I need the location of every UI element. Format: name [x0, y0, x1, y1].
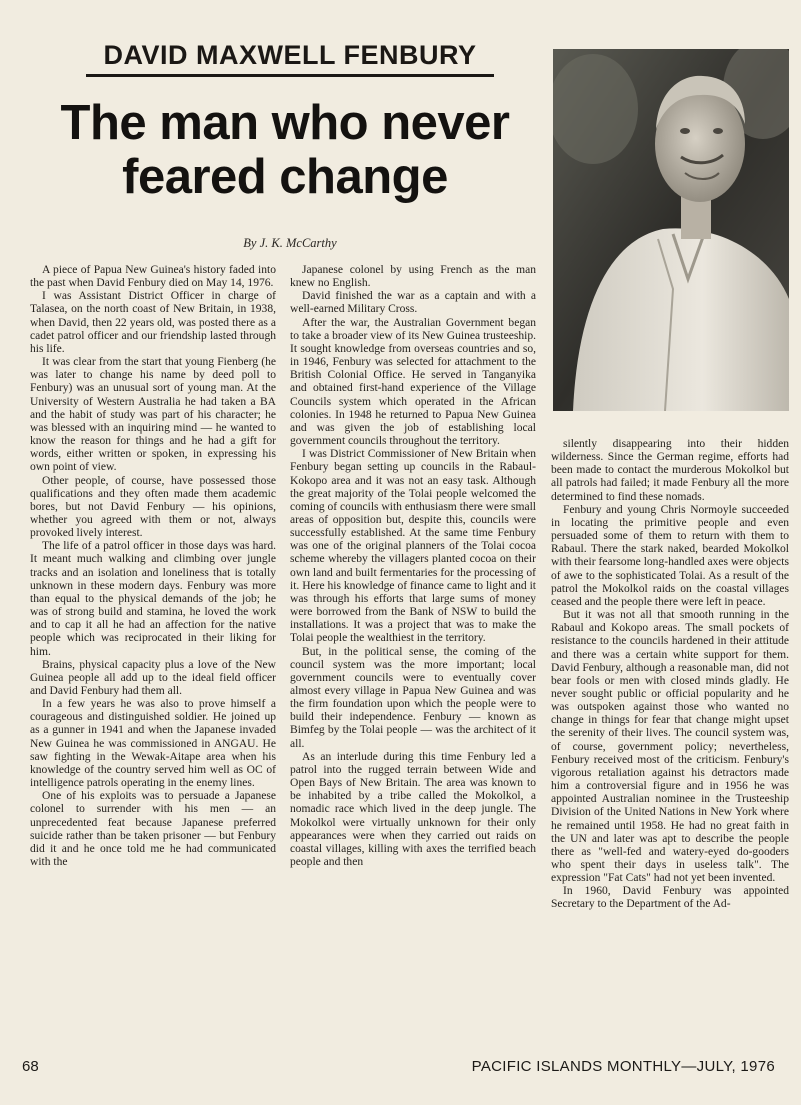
article-column-3 — [551, 438, 789, 912]
portrait-image — [553, 49, 789, 411]
article-paragraph: David finished the war as a captain and with a well-earned Military Cross. — [290, 290, 536, 316]
article-paragraph: In 1960, David Fenbury was appointed Secretary to the Department of the Ad- — [551, 885, 789, 911]
page-number: 68 — [22, 1058, 39, 1075]
kicker-underline — [86, 74, 494, 77]
article-paragraph: A piece of Papua New Guinea's history faded into the past when David Fenbury died on May 14, 1976. — [30, 264, 276, 290]
byline: By J. K. McCarthy — [243, 236, 337, 250]
article-paragraph: After the war, the Australian Government began to take a broader view of its New Guinea trusteeship. It sought knowledge from overseas countries and so, in 1946, Fenbury was selected for attachment to the British Colonial Office. He served in Tanganyika and obtained first-hand experience of the Village Councils system which operated in the African colonies. In 1948 he returned to Papua New Guinea and was given the job of establishing local government councils throughout the territory. — [290, 316, 536, 448]
article-paragraph: As an interlude during this time Fenbury led a patrol into the rugged terrain between Wide and Open Bays of New Britain. The area was known to be inhabited by a tribe called the Mokolkol, a nomadic race which lived in the deep jungle. The Mokolkol were virtually unknown for their only appearances were when they carried out raids on coastal villages, killing with axes the terrified beach people and then — [290, 750, 536, 869]
article-column-2 — [290, 264, 536, 869]
article-paragraph: Brains, physical capacity plus a love of the New Guinea people all add up to the ideal field officer and David Fenbury had them all. — [30, 658, 276, 697]
article-paragraph: The life of a patrol officer in those days was hard. It meant much walking and climbing over jungle tracks and an isolation and loneliness that is totally unknown in these modern days. Fenbury was more than equal to the physical demands of the job; he was of strong build and stamina, he loved the work and to cap it all he had an affection for the native people which was reciprocated in their liking for him. — [30, 540, 276, 658]
article-paragraph: Other people, of course, have possessed those qualifications and they often made them academic bores, but not David Fenbury — his opinions, whether you agreed with them or not, always provoked lively interest. — [30, 474, 276, 540]
section-kicker: DAVID MAXWELL FENBURY — [103, 40, 477, 70]
article-paragraph: In a few years he was also to prove himself a courageous and distinguished soldier. He joined up as a gunner in 1941 and when the Japanese invaded New Guinea he was commissioned in ANGAU. He saw fighting in the Wewak-Aitape area when his knowledge of the country served him well as OC of intelligence patrols operating in the enemy lines. — [30, 698, 276, 790]
article-headline — [40, 96, 530, 204]
headline-line-2: feared change — [122, 150, 448, 204]
article-paragraph: I was Assistant District Officer in charge of Talasea, on the north coast of New Britain, in 1938, when David, then 22 years old, was posted there as a cadet patrol officer and our friendship lasted through his life. — [30, 290, 276, 355]
article-paragraph: One of his exploits was to persuade a Japanese colonel to surrender with his men — an unprecedented feat because Japanese preferred suicide rather than be taken prisoner — but Fenbury did it and he once told me he had communicated with the — [30, 790, 276, 869]
article-paragraph: silently disappearing into their hidden wilderness. Since the German regime, efforts had been made to contact the murderous Mokolkol but all patrols had failed; it made Fenbury all the more determined to find these nomads. — [551, 438, 789, 503]
headline-line-1: The man who never — [60, 96, 510, 150]
article-paragraph: But, in the political sense, the coming of the council system was the more important; local government councils were to eventually cover almost every village in Papua New Guinea and was the firm foundation upon which the people were to build their independence. Fenbury — known as Bimfeg by the Tolai people — was the architect of it all. — [290, 645, 536, 750]
article-paragraph: Japanese colonel by using French as the man knew no English. — [290, 264, 536, 290]
article-paragraph: But it was not all that smooth running in the Rabaul and Kokopo areas. The small pockets of resistance to the councils hardened in their attitude and there was a certain white support for them. David Fenbury, although a reasonable man, did not bear fools or men with closed minds gladly. He never sought public or official popularity and he was outspoken against those who wanted no change in things for fear that change might upset the serenity of their lives. The council system was, of course, government policy; nevertheless, Fenbury received most of the criticism. Fenbury's vigorous retaliation against his detractors made him a controversial figure and in 1956 he was appointed Australian nominee in the Trusteeship Division of the United Nations in New York where he remained until 1958. He had no great faith in the UN and later was apt to describe the people there as "well-fed and watery-eyed do-gooders who spent their days in useless talk". The expression "Fat Cats" had not yet been invented. — [551, 609, 789, 885]
portrait-photo — [553, 49, 789, 411]
publication-footer: PACIFIC ISLANDS MONTHLY—JULY, 1976 — [471, 1058, 775, 1075]
article-paragraph: I was District Commissioner of New Britain when Fenbury began setting up councils in the Rabaul-Kokopo area and it was not an easy task. Although the great majority of the Tolai people welcomed the coming of councils with enthusiasm there were small areas of opposition but, despite this, councils were successfully established. At the same time Fenbury was one of the original planners of the Tolai cocoa scheme whereby the villagers planted cocoa on their own land and built fermentaries for the processing of it. Here his knowledge of finance came to light and it was through his efforts that large sums of money were borrowed from the Bank of NSW to build the installations. It was a project that was to make the Tolai people the wealthiest in the territory. — [290, 448, 536, 645]
article-paragraph: Fenbury and young Chris Normoyle succeeded in locating the primitive people and even persuaded some of them to return with them to Rabaul. There the stark naked, bearded Mokolkol with their fearsome long-handled axes were objects of awe to the sophisticated Tolai. As a result of the patrol the Mokolkol raids on the coastal villages ceased and the people there were left in peace. — [551, 503, 789, 608]
article-paragraph: It was clear from the start that young Fienberg (he was later to change his name by deed poll to Fenbury) was an unusual sort of young man. At the University of Western Australia he had taken a BA and the habit of study was part of his character; he was blessed with an inquiring mind — he wanted to know the reason for things and he had a gift for words, either written or spoken, in expressing his own point of view. — [30, 356, 276, 474]
article-column-1 — [30, 264, 276, 869]
